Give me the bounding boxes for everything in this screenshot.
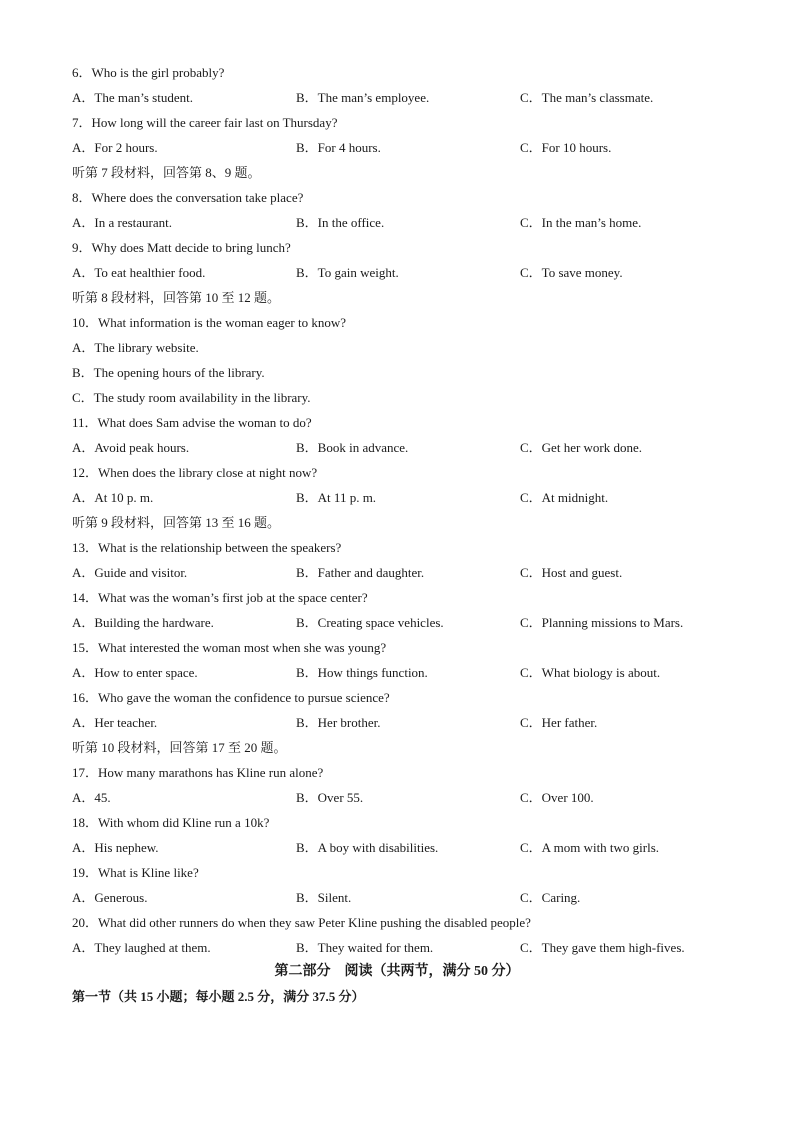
option-b: B．Silent. [296, 890, 352, 905]
option-c: C．The man’s classmate. [520, 90, 654, 105]
question-line: 18．With whom did Kline run a 10k? [72, 815, 270, 830]
option-b: B．Book in advance. [296, 440, 409, 455]
option-b: B．In the office. [296, 215, 385, 230]
question-line: 10．What information is the woman eager to know? [72, 315, 347, 330]
question-line: A．The library website. [72, 340, 199, 355]
option-c: C．Caring. [520, 890, 581, 905]
question-line: 12．When does the library close at night now? [72, 465, 318, 480]
option-c: C．Host and guest. [520, 565, 623, 580]
option-a: A．Building the hardware. [72, 615, 214, 630]
option-c: C．A mom with two girls. [520, 840, 660, 855]
option-a: A．The man’s student. [72, 90, 193, 105]
option-a: A．Avoid peak hours. [72, 440, 190, 455]
question-line: 7．How long will the career fair last on Thursday? [72, 115, 338, 130]
option-a: A．At 10 p. m. [72, 490, 154, 505]
option-c: C．For 10 hours. [520, 140, 612, 155]
question-line: 听第 9 段材料，回答第 13 至 16 题。 [72, 515, 281, 530]
question-line: 听第 10 段材料，回答第 17 至 20 题。 [72, 740, 287, 755]
option-a: A．For 2 hours. [72, 140, 158, 155]
option-c: C．Planning missions to Mars. [520, 615, 684, 630]
question-line: 19．What is Kline like? [72, 865, 199, 880]
question-line: 11．What does Sam advise the woman to do? [72, 415, 312, 430]
question-line: 9．Why does Matt decide to bring lunch? [72, 240, 291, 255]
question-line: 17．How many marathons has Kline run alone? [72, 765, 324, 780]
option-a: A．Generous. [72, 890, 148, 905]
option-b: B．At 11 p. m. [296, 490, 377, 505]
question-line: 听第 7 段材料，回答第 8、9 题。 [72, 165, 261, 180]
question-line: 14．What was the woman’s first job at the space center? [72, 590, 368, 605]
question-line: 6．Who is the girl probably? [72, 65, 225, 80]
option-c: C．In the man’s home. [520, 215, 642, 230]
question-line: 8．Where does the conversation take place? [72, 190, 304, 205]
option-a: A．They laughed at them. [72, 940, 211, 955]
option-c: C．What biology is about. [520, 665, 661, 680]
option-a: A．His nephew. [72, 840, 159, 855]
option-b: B．Her brother. [296, 715, 381, 730]
option-c: C．Over 100. [520, 790, 594, 805]
question-line: 听第 8 段材料，回答第 10 至 12 题。 [72, 290, 281, 305]
subsection-title: 第一节（共 15 小题；每小题 2.5 分，满分 37.5 分） [72, 989, 365, 1004]
question-line: 16．Who gave the woman the confidence to pursue science? [72, 690, 390, 705]
option-b: B．Creating space vehicles. [296, 615, 444, 630]
option-b: B．How things function. [296, 665, 428, 680]
option-c: C．At midnight. [520, 490, 609, 505]
option-c: C．To save money. [520, 265, 623, 280]
question-line: 15．What interested the woman most when she was young? [72, 640, 387, 655]
question-line: 20．What did other runners do when they saw Peter Kline pushing the disabled people? [72, 915, 531, 930]
option-b: B．The man’s employee. [296, 90, 430, 105]
option-c: C．Get her work done. [520, 440, 643, 455]
option-a: A．How to enter space. [72, 665, 198, 680]
option-b: B．A boy with disabilities. [296, 840, 439, 855]
section-title: 第二部分 阅读（共两节，满分 50 分） [274, 964, 520, 979]
option-c: C．They gave them high-fives. [520, 940, 685, 955]
option-a: A．45. [72, 790, 111, 805]
option-b: B．For 4 hours. [296, 140, 381, 155]
option-a: A．To eat healthier food. [72, 265, 206, 280]
option-c: C．Her father. [520, 715, 598, 730]
question-line: B．The opening hours of the library. [72, 365, 265, 380]
question-line: C．The study room availability in the library. [72, 390, 311, 405]
option-a: A．In a restaurant. [72, 215, 172, 230]
option-b: B．Over 55. [296, 790, 364, 805]
option-a: A．Her teacher. [72, 715, 158, 730]
option-a: A．Guide and visitor. [72, 565, 188, 580]
option-b: B．They waited for them. [296, 940, 434, 955]
option-b: B．To gain weight. [296, 265, 399, 280]
question-line: 13．What is the relationship between the speakers? [72, 540, 342, 555]
option-b: B．Father and daughter. [296, 565, 425, 580]
